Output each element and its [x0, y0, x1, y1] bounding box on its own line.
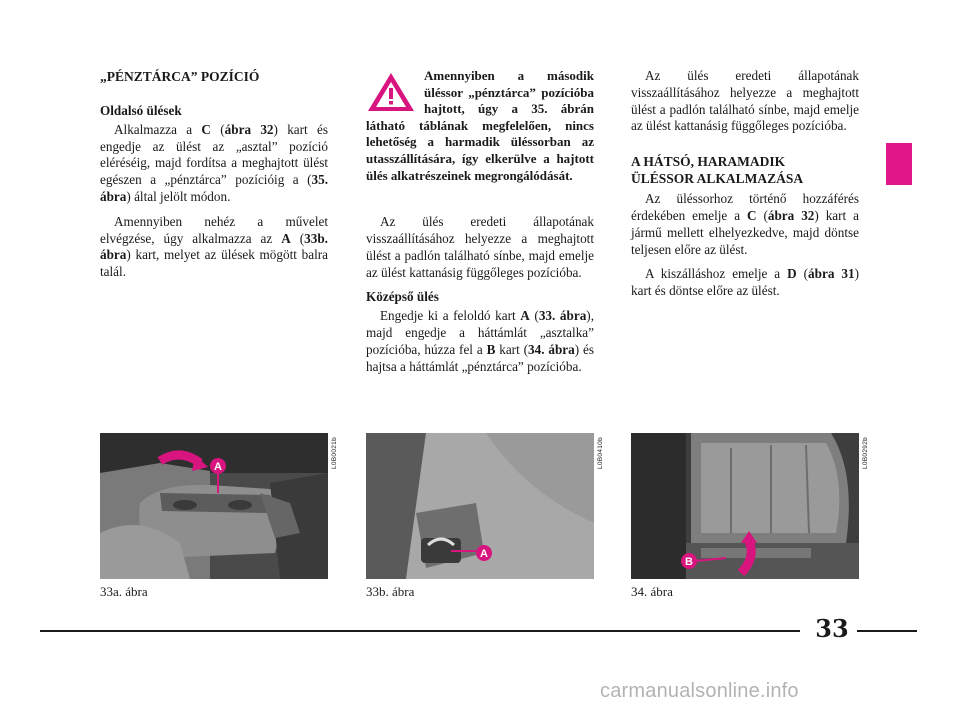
heading-line: A HÁTSÓ, HARAMADIK	[631, 154, 786, 170]
bold-reference: ábra 31	[808, 266, 855, 282]
subheading-side-seats: Oldalsó ülések	[100, 103, 182, 118]
warning-icon	[366, 70, 416, 114]
warning-text: Amennyiben a második üléssor „pénztárca” pozícióba hajtott, úgy a 35. ábrán látható táblának megfelelően, nincs lehetőség a harmadik üléssorban az utasszállítására, így elkerülve a hajtott ülés alkatrészeinek megrongálódását.	[366, 68, 594, 183]
paragraph: Amennyiben nehéz a művelet elvégzése, úgy alkalmazza az A (33b. ábra) kart, melyet az ülések mögött balra talál.	[100, 213, 328, 280]
bold-reference: 33. ábra	[538, 308, 587, 324]
bold-reference: ábra 32	[224, 121, 274, 137]
footer-rule-left	[40, 630, 800, 632]
figure-33b-photo	[366, 433, 594, 579]
section-tab	[886, 143, 912, 185]
figure-caption: 33b. ábra	[366, 584, 415, 599]
column-3	[631, 68, 859, 300]
column-1	[100, 68, 328, 281]
bold-reference: ábra 32	[767, 207, 815, 223]
figure-code: L0B0292b	[862, 437, 869, 470]
watermark: carmanualsonline.info	[600, 680, 799, 702]
warning-box	[366, 68, 594, 184]
paragraph: Alkalmazza a C (ábra 32) kart és engedje az ülést az „asztal” pozíció eléréséig, majd fordítsa a meghajtott ülést egészen a „pénztárca” pozícióig a (35. ábra) által jelölt módon.	[100, 121, 328, 204]
figure-label: A	[214, 461, 222, 473]
paragraph: Engedje ki a feloldó kart A (33. ábra), majd engedje a háttámlát „asztalka” pozícióba, húzza fel a B kart (34. ábra) és hajtsa a háttámlát „pénztárca” pozícióba.	[366, 308, 594, 374]
subheading-middle-seat: Középső ülés	[366, 289, 439, 305]
paragraph: Az ülés eredeti állapotának visszaállításához helyezze a meghajtott ülést a padlón található sínbe, majd emelje az ülést kattanásig függőleges pozícióba.	[366, 214, 594, 280]
bold-reference: C	[201, 121, 211, 137]
bold-reference: D	[787, 266, 797, 282]
figure-34-photo	[631, 433, 859, 579]
figure-label: A	[480, 548, 488, 560]
column-2	[366, 68, 594, 375]
paragraph: A kiszálláshoz emelje a D (ábra 31) kart és döntse előre az ülést.	[631, 266, 859, 299]
figure-caption: 33a. ábra	[100, 584, 148, 599]
heading-line: ÜLÉSSOR ALKALMAZÁSA	[631, 171, 804, 187]
page-number: 33	[815, 614, 849, 643]
figure-code: L0B0410b	[597, 437, 604, 470]
bold-reference: 35. ábra	[100, 172, 328, 204]
paragraph: Az üléssorhoz történő hozzáférés érdekében emelje a C (ábra 32) kart a jármű mellett elhelyezkedve, majd döntse teljesen előre az ülést.	[631, 191, 859, 257]
section-heading	[631, 153, 859, 187]
bold-reference: 34. ábra	[528, 341, 575, 357]
figure-caption: 34. ábra	[631, 584, 673, 599]
figure-label: B	[685, 556, 693, 568]
bold-reference: A	[281, 230, 291, 246]
figure-33a-photo	[100, 433, 328, 579]
bold-reference: C	[747, 207, 757, 223]
bold-reference: B	[486, 341, 496, 357]
bold-reference: 33b. ábra	[100, 230, 328, 263]
footer-rule-right	[857, 630, 917, 632]
figure-code: L0B0021b	[331, 437, 338, 470]
section-heading: „PÉNZTÁRCA” POZÍCIÓ	[100, 69, 260, 84]
paragraph: Az ülés eredeti állapotának visszaállításához helyezze a meghajtott ülést a padlón található sínbe, majd emelje az ülést kattanásig függőleges pozícióba.	[631, 68, 859, 134]
bold-reference: A	[520, 308, 530, 324]
